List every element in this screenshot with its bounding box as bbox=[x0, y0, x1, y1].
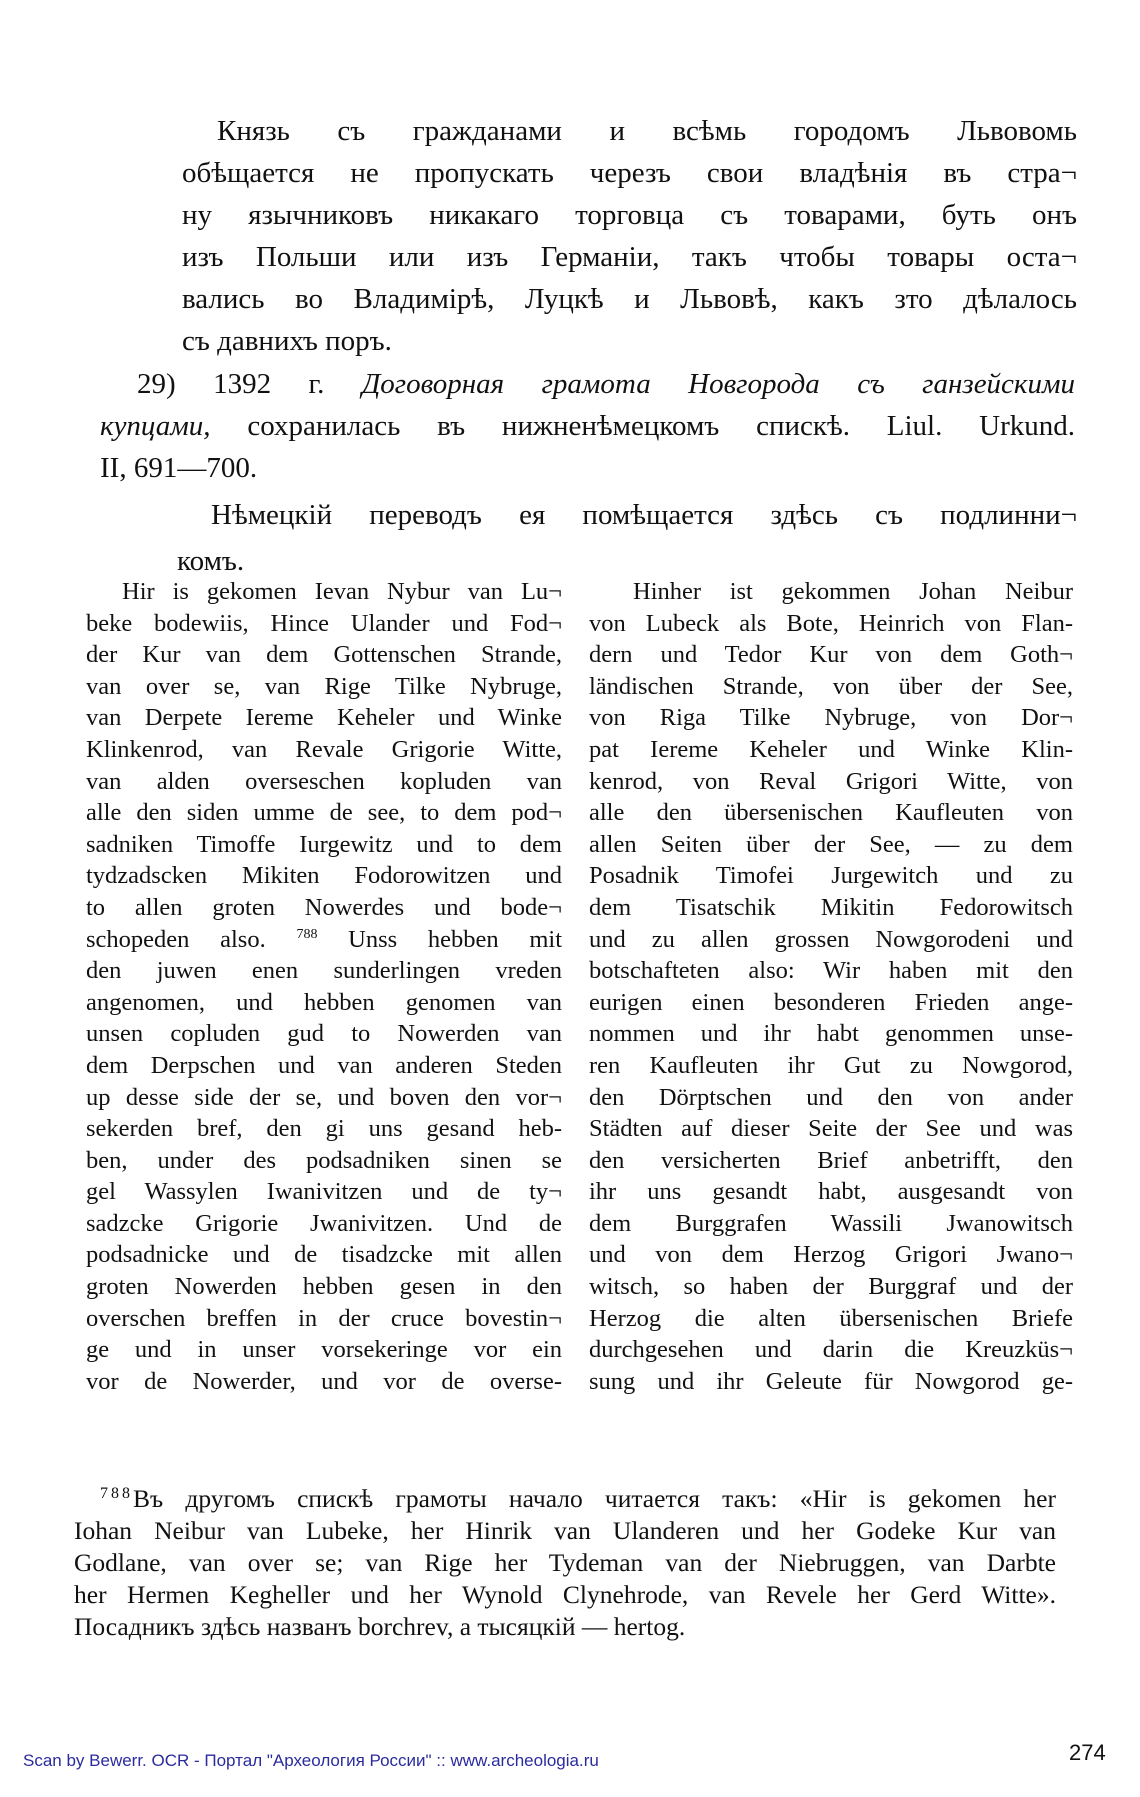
text-segment: Unss hebben mit bbox=[348, 925, 563, 953]
text-line: Klinkenrod, van Revale Grigorie Witte, bbox=[86, 735, 562, 763]
text-segment: schopeden also. bbox=[86, 925, 266, 953]
text-line: durchgesehen und darin die Kreuzküs¬ bbox=[589, 1336, 1073, 1364]
text-line: ren Kaufleuten ihr Gut zu Nowgorod, bbox=[589, 1051, 1073, 1079]
text-line: tydzadscken Mikiten Fodorowitzen und bbox=[86, 862, 562, 890]
text-line: изъ Польши или изъ Германіи, такъ чтобы товары оста¬ bbox=[182, 241, 1077, 273]
text-line: to allen groten Nowerdes und bode¬ bbox=[86, 893, 562, 921]
text-line: und von dem Herzog Grigori Jwano¬ bbox=[589, 1241, 1073, 1269]
footnote-line: Iohan Neibur van Lubeke, her Hinrik van Ulanderen und her Godeke Kur van bbox=[74, 1516, 1056, 1545]
text-line: allen Seiten über der See, — zu dem bbox=[589, 830, 1073, 858]
text-line: botschafteten also: Wir haben mit den bbox=[589, 957, 1073, 985]
entry-title-line bbox=[100, 363, 1075, 405]
text-line: sadzcke Grigorie Jwanivitzen. Und de bbox=[86, 1209, 562, 1237]
text-line: Князь съ гражданами и всѣмь городомъ Львовомь bbox=[217, 115, 1077, 147]
text-line: sekerden bref, den gi uns gesand heb- bbox=[86, 1115, 562, 1143]
text-line: der Kur van dem Gottenschen Strande, bbox=[86, 641, 562, 669]
intro-paragraph bbox=[182, 110, 1077, 362]
text-line: groten Nowerden hebben gesen in den bbox=[86, 1273, 562, 1301]
text-line: overschen breffen in der cruce bovestin¬ bbox=[86, 1304, 562, 1332]
text-line: съ давнихъ поръ. bbox=[182, 325, 392, 357]
text-line: und zu allen grossen Nowgorodeni und bbox=[589, 925, 1073, 953]
text-line: von Riga Tilke Nybruge, von Dor¬ bbox=[589, 704, 1073, 732]
text-line: ihr uns gesandt habt, ausgesandt von bbox=[589, 1178, 1073, 1206]
text-line: witsch, so haben der Burggraf und der bbox=[589, 1273, 1073, 1301]
text-line: van Derpete Iereme Keheler und Winke bbox=[86, 704, 562, 732]
text-line: вались во Владимірѣ, Луцкѣ и Львовѣ, какъ зто дѣлалось bbox=[182, 283, 1077, 315]
text-line: den versicherten Brief anbetrifft, den bbox=[589, 1146, 1073, 1174]
footnote-line: her Hermen Kegheller und her Wynold Clynehrode, van Revele her Gerd Witte». bbox=[74, 1580, 1056, 1609]
text-line: pat Iereme Keheler und Winke Klin- bbox=[589, 735, 1073, 763]
footnote-mark: 788 bbox=[100, 1485, 133, 1502]
text-line: alle den übersenischen Kaufleuten von bbox=[589, 799, 1073, 827]
text-line: Städten auf dieser Seite der See und was bbox=[589, 1115, 1073, 1143]
text-line: обѣщается не пропускать черезъ свои владѣнія въ стра¬ bbox=[182, 157, 1077, 189]
text-line: ну язычниковъ никакаго торговца съ товарами, буть онъ bbox=[182, 199, 1077, 231]
entry-source-pages: II, 691—700. bbox=[100, 452, 258, 484]
text-line: dem Burggrafen Wassili Jwanowitsch bbox=[589, 1209, 1073, 1237]
text-line: von Lubeck als Bote, Heinrich von Flan- bbox=[589, 609, 1073, 637]
text-line: beke bodewiis, Hince Ulander und Fod¬ bbox=[86, 609, 562, 637]
scan-credit: Scan by Bewerr. OCR - Портал "Археология России" :: www.archeologia.ru bbox=[23, 1751, 599, 1770]
text-line: kenrod, von Reval Grigori Witte, von bbox=[589, 767, 1073, 795]
text-line: nommen und ihr habt genommen unse- bbox=[589, 1020, 1073, 1048]
entry-source: сохранилась въ нижненѣмецкомъ спискѣ. Liul. Urkund. bbox=[247, 410, 1075, 442]
text-line: up desse side der se, und boven den vor¬ bbox=[86, 1083, 562, 1111]
text-line: Hir is gekomen Ievan Nybur van Lu¬ bbox=[122, 578, 562, 605]
translation-note bbox=[177, 494, 1077, 582]
entry-source-line bbox=[100, 405, 1075, 447]
text-line: vor de Nowerder, und vor de overse- bbox=[86, 1367, 562, 1395]
text-line: dem Derpschen und van anderen Steden bbox=[86, 1051, 562, 1079]
entry-heading bbox=[100, 363, 1075, 489]
text-line: van over se, van Rige Tilke Nybruge, bbox=[86, 672, 562, 700]
text-line: eurigen einen besonderen Frieden ange- bbox=[589, 988, 1073, 1016]
text-line: den juwen enen sunderlingen vreden bbox=[86, 957, 562, 985]
text-line: podsadnicke und de tisadzcke mit allen bbox=[86, 1241, 562, 1269]
footnote-line: Посадникъ здѣсь названъ borchrev, а тысяцкій — hertog. bbox=[74, 1612, 686, 1641]
text-line: den Dörptschen und den von ander bbox=[589, 1083, 1073, 1111]
footnote-line bbox=[74, 1483, 1056, 1515]
translation-note-line: Нѣмецкій переводъ ея помѣщается здѣсь съ подлинни¬ bbox=[211, 499, 1077, 531]
right-column-german bbox=[589, 576, 1073, 1397]
footnote-line: Godlane, van over se; van Rige her Tydeman van der Niebruggen, van Darbte bbox=[74, 1548, 1056, 1577]
footnote bbox=[74, 1483, 1056, 1643]
footnote-text: Въ другомъ спискѣ грамоты начало читается такъ: «Hir is gekomen her bbox=[133, 1484, 1056, 1513]
text-line: sung und ihr Geleute für Nowgorod ge- bbox=[589, 1367, 1073, 1395]
text-line bbox=[86, 924, 562, 956]
text-line: gel Wassylen Iwanivitzen und de ty¬ bbox=[86, 1178, 562, 1206]
text-line: angenomen, und hebben genomen van bbox=[86, 988, 562, 1016]
text-line: ge und in unser vorsekeringe vor ein bbox=[86, 1336, 562, 1364]
text-line: Posadnik Timofei Jurgewitch und zu bbox=[589, 862, 1073, 890]
text-line: alle den siden umme de see, to dem pod¬ bbox=[86, 799, 562, 827]
text-line: unsen copluden gud to Nowerden van bbox=[86, 1020, 562, 1048]
text-line: ben, under des podsadniken sinen se bbox=[86, 1146, 562, 1174]
entry-number: 29) 1392 г. bbox=[137, 368, 325, 400]
translation-note-line: комъ. bbox=[177, 545, 245, 577]
entry-title: Договорная грамота Новгорода съ ганзейскими bbox=[361, 368, 1076, 400]
entry-title-continued: купцами, bbox=[100, 410, 211, 442]
text-line: sadniken Timoffe Iurgewitz und to dem bbox=[86, 830, 562, 858]
text-line: van alden overseschen kopluden van bbox=[86, 767, 562, 795]
text-line: Hinher ist gekommen Johan Neibur bbox=[633, 578, 1073, 605]
text-line: Herzog die alten übersenischen Briefe bbox=[589, 1304, 1073, 1332]
page-number: 274 bbox=[1069, 1740, 1106, 1765]
text-line: dern und Tedor Kur von dem Goth¬ bbox=[589, 641, 1073, 669]
left-column-low-german bbox=[86, 576, 562, 1397]
text-line: dem Tisatschik Mikitin Fedorowitsch bbox=[589, 893, 1073, 921]
footnote-reference[interactable]: 788 bbox=[296, 926, 318, 942]
text-line: ländischen Strande, von über der See, bbox=[589, 672, 1073, 700]
